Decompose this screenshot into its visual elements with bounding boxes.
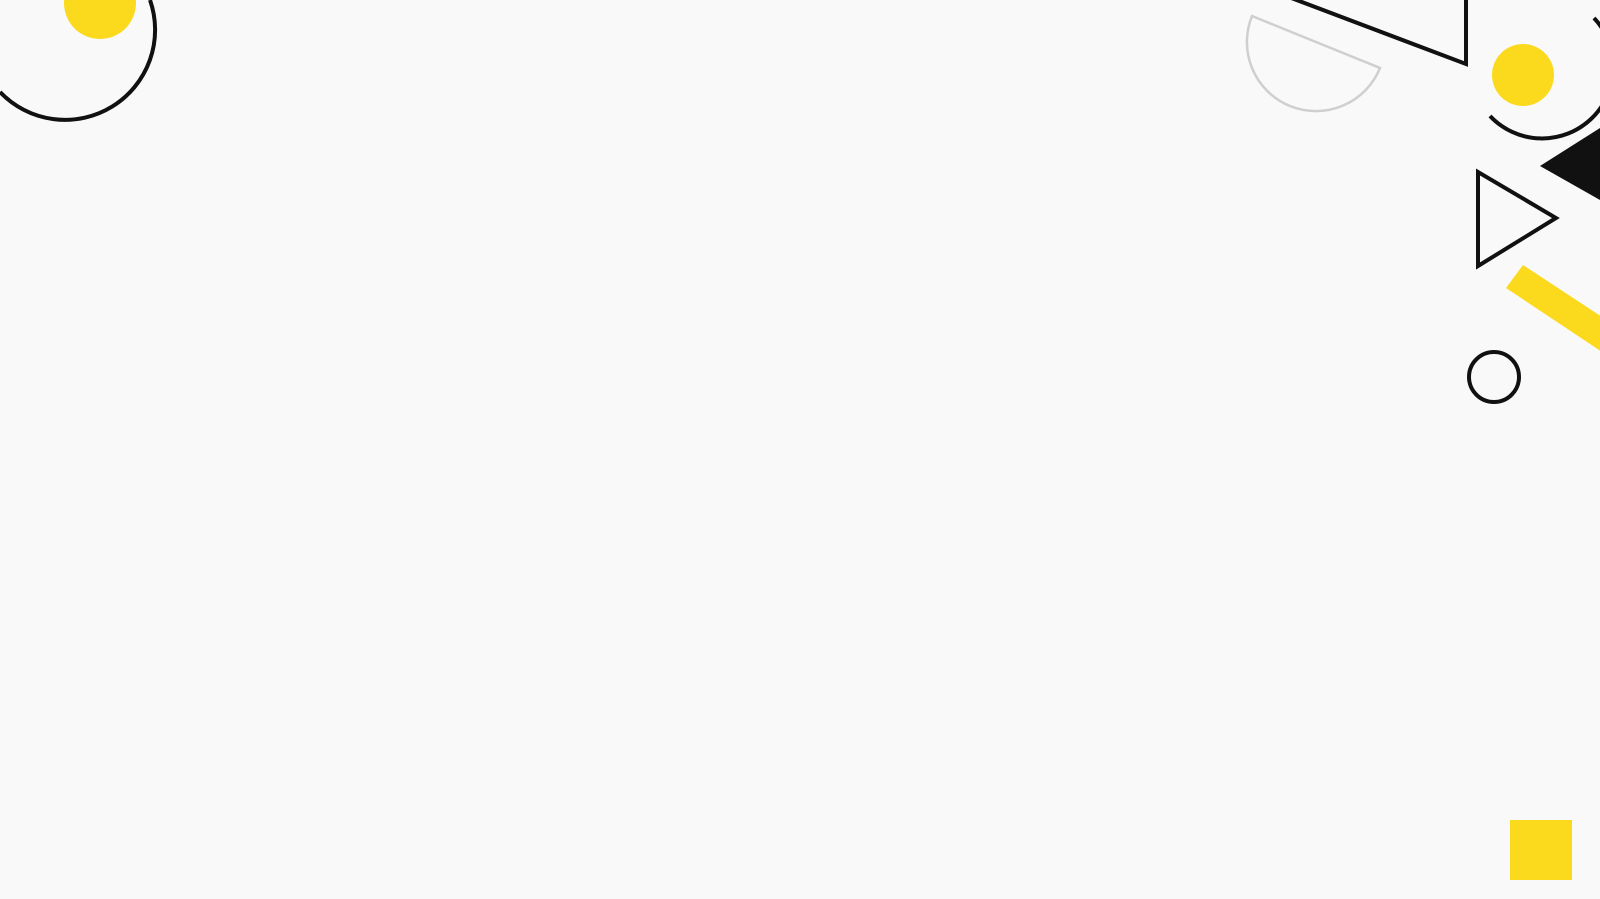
black-outline-triangle-top bbox=[1286, 0, 1466, 64]
gray-half-disc-outline bbox=[1247, 16, 1380, 111]
outline-play-triangle bbox=[1478, 172, 1556, 266]
yellow-diagonal-bar bbox=[1506, 265, 1600, 352]
yellow-circle-right bbox=[1492, 44, 1554, 106]
yellow-square-bottom-right bbox=[1510, 820, 1572, 880]
yellow-circle-top-left bbox=[64, 0, 136, 39]
black-small-ring bbox=[1469, 352, 1519, 402]
